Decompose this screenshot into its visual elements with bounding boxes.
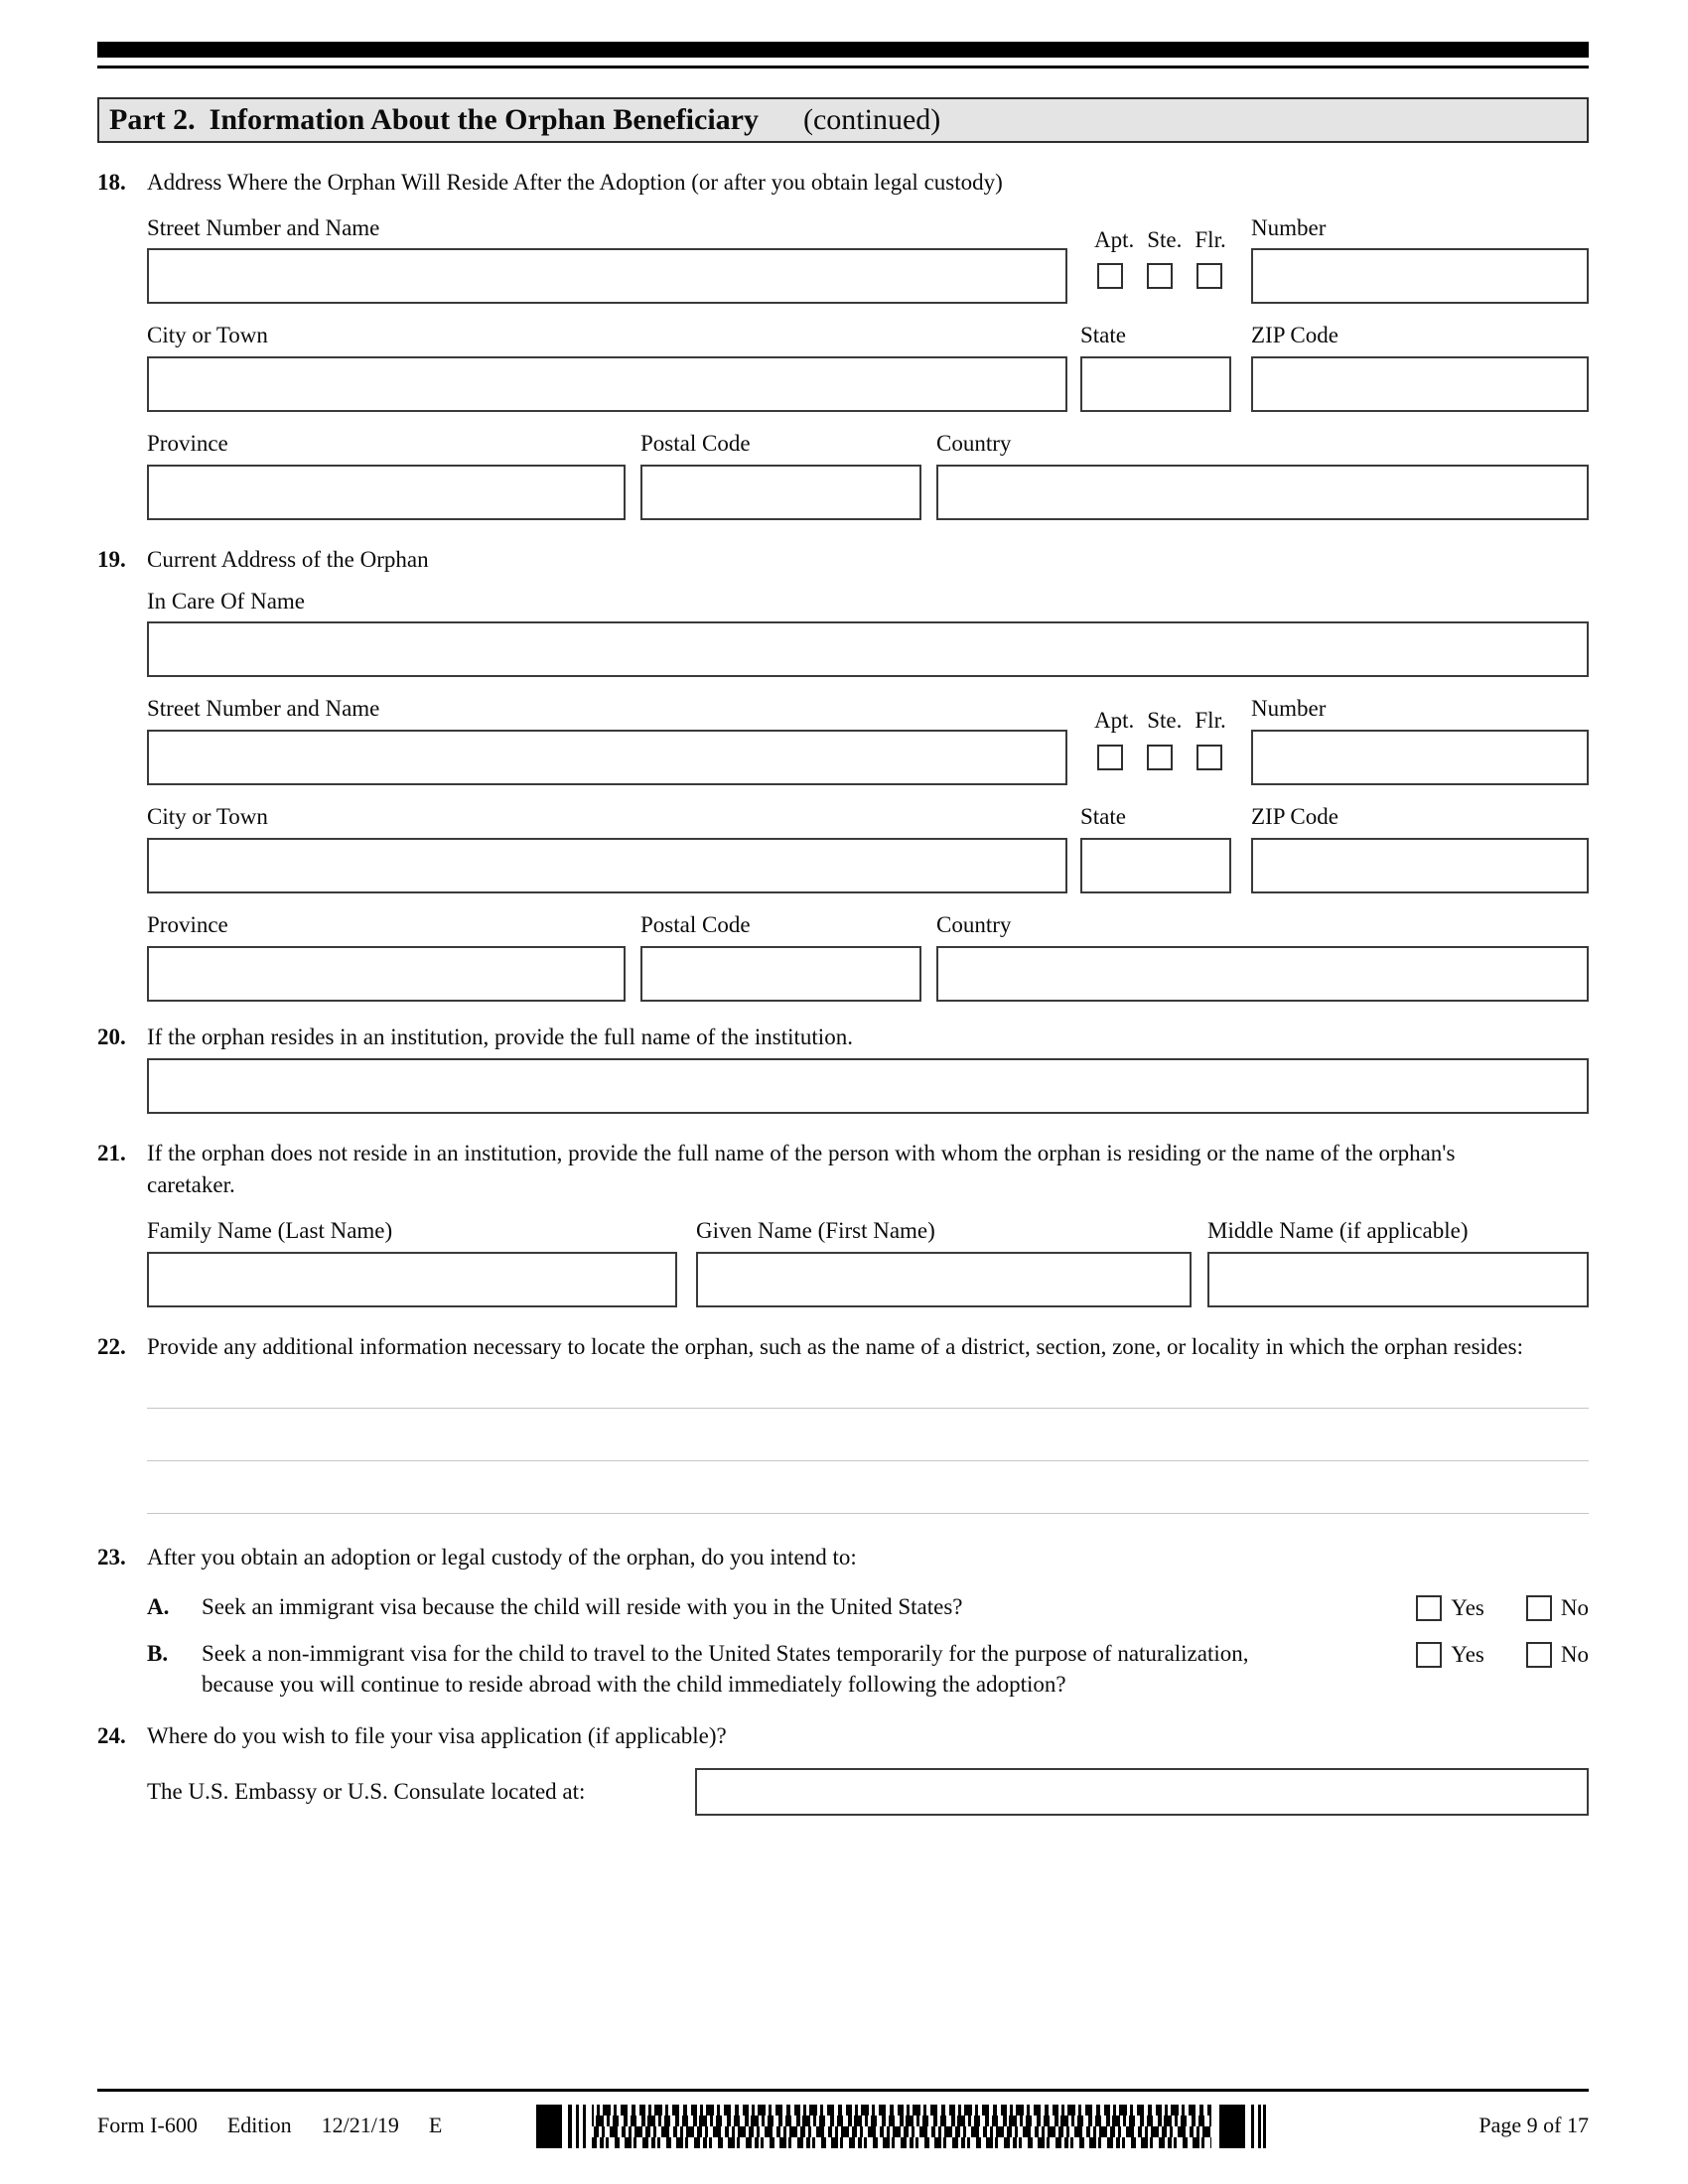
- family-name-label: Family Name (Last Name): [147, 1217, 393, 1243]
- yes-label: Yes: [1451, 1641, 1484, 1667]
- q19-province-input[interactable]: [147, 946, 626, 1002]
- q18-ste-checkbox[interactable]: [1147, 263, 1173, 289]
- q21-given-name-input[interactable]: [696, 1252, 1192, 1307]
- question-23b: [147, 1638, 1589, 1701]
- flr-label: Flr.: [1195, 226, 1226, 252]
- question-18-number: 18.: [97, 170, 126, 195]
- question-22-number: 22.: [97, 1333, 126, 1359]
- no-label: No: [1560, 1595, 1589, 1621]
- footer-page-indicator: Page 9 of 17: [1478, 2113, 1589, 2137]
- footer-edition-label: Edition: [226, 2113, 292, 2137]
- question-23b-letter: B.: [147, 1640, 169, 1666]
- question-24-text: Where do you wish to file your visa application (if applicable)?: [147, 1723, 727, 1749]
- postal-code-label: Postal Code: [640, 911, 751, 937]
- write-line[interactable]: [147, 1408, 1589, 1409]
- q18-city-input[interactable]: [147, 356, 1067, 412]
- q23a-no-checkbox[interactable]: [1526, 1595, 1552, 1621]
- write-line[interactable]: [147, 1460, 1589, 1461]
- q21-middle-name-input[interactable]: [1207, 1252, 1589, 1307]
- q19-zip-input[interactable]: [1251, 838, 1589, 893]
- q19-flr-checkbox[interactable]: [1196, 745, 1222, 770]
- q22-additional-info-input[interactable]: [147, 1408, 1589, 1514]
- page-top-bar: [97, 42, 1589, 58]
- write-line[interactable]: [147, 1513, 1589, 1514]
- question-23-text: After you obtain an adoption or legal custody of the orphan, do you intend to:: [147, 1545, 857, 1570]
- question-24: [97, 1720, 1589, 1816]
- q23a-yes-checkbox[interactable]: [1416, 1595, 1442, 1621]
- state-label: State: [1080, 804, 1126, 830]
- question-19: [97, 544, 1589, 1002]
- footer-edition-suffix: E: [428, 2113, 443, 2137]
- question-21-number: 21.: [97, 1141, 126, 1166]
- question-23-number: 23.: [97, 1545, 126, 1570]
- city-label: City or Town: [147, 804, 268, 830]
- q19-in-care-of-input[interactable]: [147, 621, 1589, 677]
- q23b-no-checkbox[interactable]: [1526, 1642, 1552, 1668]
- question-20: [97, 1022, 1589, 1115]
- question-23: [97, 1542, 1589, 1701]
- q19-state-input[interactable]: [1080, 838, 1231, 893]
- part2-section-header: [97, 97, 1589, 143]
- question-24-number: 24.: [97, 1723, 126, 1749]
- q20-institution-name-input[interactable]: [147, 1058, 1589, 1114]
- postal-code-label: Postal Code: [640, 431, 751, 457]
- question-23a-text: Seek an immigrant visa because the child will reside with you in the United States?: [202, 1594, 963, 1620]
- zip-label: ZIP Code: [1251, 804, 1338, 830]
- number-label: Number: [1251, 214, 1327, 240]
- question-23b-text: Seek a non-immigrant visa for the child to travel to the United States temporarily for the purpose of naturalization, because you will continue to reside abroad with the child immediately following the adoption?: [202, 1640, 1249, 1698]
- question-18-text: Address Where the Orphan Will Reside After the Adoption (or after you obtain legal custody): [147, 170, 1003, 195]
- question-19-number: 19.: [97, 546, 126, 572]
- country-label: Country: [936, 431, 1012, 457]
- province-label: Province: [147, 911, 228, 937]
- street-label: Street Number and Name: [147, 696, 380, 722]
- q18-street-input[interactable]: [147, 248, 1067, 304]
- street-label: Street Number and Name: [147, 214, 380, 240]
- q18-flr-checkbox[interactable]: [1196, 263, 1222, 289]
- q21-family-name-input[interactable]: [147, 1252, 677, 1307]
- q19-street-input[interactable]: [147, 730, 1067, 785]
- q18-country-input[interactable]: [936, 465, 1589, 520]
- q18-state-input[interactable]: [1080, 356, 1231, 412]
- page-top-rule: [97, 66, 1589, 68]
- question-21: [97, 1138, 1589, 1306]
- question-20-number: 20.: [97, 1024, 126, 1049]
- q18-apt-checkbox[interactable]: [1097, 263, 1123, 289]
- city-label: City or Town: [147, 323, 268, 348]
- state-label: State: [1080, 323, 1126, 348]
- footer-form-info: [97, 2113, 472, 2138]
- question-22-text: Provide any additional information necessary to locate the orphan, such as the name of a district, section, zone, or locality in which the orphan resides:: [147, 1333, 1523, 1359]
- question-20-text: If the orphan resides in an institution, provide the full name of the institution.: [147, 1024, 853, 1049]
- q23b-yes-checkbox[interactable]: [1416, 1642, 1442, 1668]
- part-title: Information About the Orphan Beneficiary: [209, 103, 759, 136]
- question-19-text: Current Address of the Orphan: [147, 546, 429, 572]
- q19-city-input[interactable]: [147, 838, 1067, 893]
- zip-label: ZIP Code: [1251, 323, 1338, 348]
- question-23a-letter: A.: [147, 1594, 170, 1620]
- middle-name-label: Middle Name (if applicable): [1207, 1217, 1469, 1243]
- part-continued: (continued): [803, 103, 941, 136]
- q19-ste-checkbox[interactable]: [1147, 745, 1173, 770]
- in-care-of-label: In Care Of Name: [147, 588, 306, 614]
- q24-embassy-location-input[interactable]: [695, 1768, 1589, 1816]
- embassy-location-label: The U.S. Embassy or U.S. Consulate located at:: [147, 1779, 586, 1805]
- no-label: No: [1560, 1641, 1589, 1667]
- question-18: [97, 167, 1589, 520]
- footer-edition-date: 12/21/19: [321, 2113, 399, 2137]
- apt-label: Apt.: [1094, 708, 1135, 734]
- ste-label: Ste.: [1147, 708, 1183, 734]
- question-21-text: If the orphan does not reside in an institution, provide the full name of the person with whom the orphan is residing or the name of the orphan's caretaker.: [147, 1141, 1456, 1198]
- ste-label: Ste.: [1147, 226, 1183, 252]
- footer-rule: [97, 2089, 1589, 2092]
- q19-apt-checkbox[interactable]: [1097, 745, 1123, 770]
- flr-label: Flr.: [1195, 708, 1226, 734]
- number-label: Number: [1251, 696, 1327, 722]
- q18-province-input[interactable]: [147, 465, 626, 520]
- q19-postal-code-input[interactable]: [640, 946, 921, 1002]
- question-23a: [147, 1591, 1589, 1624]
- given-name-label: Given Name (First Name): [696, 1217, 935, 1243]
- q18-postal-code-input[interactable]: [640, 465, 921, 520]
- question-22: [97, 1331, 1589, 1515]
- yes-label: Yes: [1451, 1595, 1484, 1621]
- province-label: Province: [147, 431, 228, 457]
- country-label: Country: [936, 911, 1012, 937]
- q18-apt-number-input[interactable]: [1251, 248, 1589, 304]
- q18-zip-input[interactable]: [1251, 356, 1589, 412]
- barcode: [536, 2105, 1266, 2148]
- q19-apt-number-input[interactable]: [1251, 730, 1589, 785]
- footer-form-number: Form I-600: [97, 2113, 198, 2137]
- part-label: Part 2.: [109, 103, 196, 136]
- q19-country-input[interactable]: [936, 946, 1589, 1002]
- apt-label: Apt.: [1094, 226, 1135, 252]
